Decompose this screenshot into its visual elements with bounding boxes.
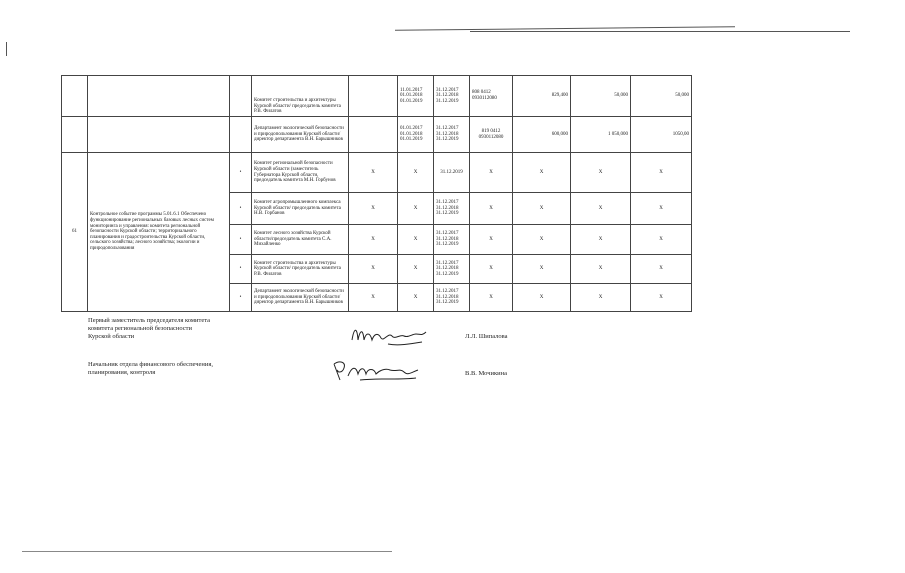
x-cell: X (571, 284, 631, 312)
bullet-mark: • (230, 153, 252, 193)
x-cell: X (571, 153, 631, 193)
bullet-mark: • (230, 225, 252, 255)
x-cell: X (349, 255, 398, 284)
x-cell: X (349, 153, 398, 193)
x-cell: X (513, 284, 571, 312)
mark-cell (230, 76, 252, 117)
x-cell: X (513, 225, 571, 255)
bullet-mark: • (230, 255, 252, 284)
x-cell: X (571, 193, 631, 225)
kbk-cell: 819 0412 0930112080 (470, 117, 513, 153)
handwritten-signature (330, 358, 422, 384)
x-cell: X (349, 193, 398, 225)
executor-cell: Комитет строительства и архитектуры Курской области/ председатель комитета Р.В. Филатов (252, 76, 349, 117)
executor-cell: Департамент экологической безопасности и природопользования Курской области/ директор департамента В.Н. Барышников (252, 284, 349, 312)
x-cell: X (349, 225, 398, 255)
bullet-mark: • (230, 284, 252, 312)
scan-mark-left (6, 42, 7, 56)
bullet-mark: • (230, 193, 252, 225)
x-cell: X (470, 255, 513, 284)
executor-cell: Департамент экологической безопасности и природопользования Курской области/ директор департамента В.Н. Барышников (252, 117, 349, 153)
signatory-name: Л.Л. Шипалова (465, 333, 508, 340)
x-cell: X (349, 284, 398, 312)
empty-cell (349, 76, 398, 117)
end-dates-cell: 31.12.2017 31.12.2018 31.12.2019 (434, 284, 470, 312)
handwritten-signature (348, 322, 430, 348)
executor-cell: Комитет лесного хозяйства Курской области/председатель комитета С.А. Михайленко (252, 225, 349, 255)
end-dates-cell: 31.12.2017 31.12.2018 31.12.2019 (434, 255, 470, 284)
description-cell (88, 76, 230, 117)
value-cell: 829,400 (513, 76, 571, 117)
x-cell: X (513, 255, 571, 284)
scan-line-top-2 (470, 31, 850, 32)
scan-line-bottom (22, 551, 392, 552)
end-dates-cell: 31.12.2019 (434, 153, 470, 193)
start-dates-cell: 01.01.2017 01.01.2018 01.01.2019 (398, 117, 434, 153)
x-cell: X (398, 225, 434, 255)
x-cell: X (571, 225, 631, 255)
x-cell: X (470, 225, 513, 255)
end-dates-cell: 31.12.2017 31.12.2018 31.12.2019 (434, 117, 470, 153)
x-cell: X (571, 255, 631, 284)
x-cell: X (631, 225, 692, 255)
value-cell: 1050,00 (631, 117, 692, 153)
table-row (62, 117, 692, 153)
row-number-cell (62, 117, 88, 153)
event-number-cell: 61 (62, 153, 88, 312)
kbk-cell: 808 0412 0930112080 (470, 76, 513, 117)
x-cell: X (398, 193, 434, 225)
events-table (61, 75, 692, 312)
empty-cell (349, 117, 398, 153)
executor-cell: Комитет строительства и архитектуры Курской области/ председатель комитета Р.В. Филатов (252, 255, 349, 284)
value-cell: 50,000 (631, 76, 692, 117)
x-cell: X (398, 284, 434, 312)
x-cell: X (631, 153, 692, 193)
signatory-title: Начальник отдела финансового обеспечения, планирования, контроля (88, 361, 213, 376)
mark-cell (230, 117, 252, 153)
executor-cell: Комитет агропромышленного комплекса Курской области/ председатель комитета Н.В. Горбанов (252, 193, 349, 225)
x-cell: X (631, 284, 692, 312)
x-cell: X (513, 153, 571, 193)
x-cell: X (398, 153, 434, 193)
start-dates-cell: 11.01.2017 01.01.2018 01.01.2019 (398, 76, 434, 117)
row-number-cell (62, 76, 88, 117)
x-cell: X (631, 193, 692, 225)
x-cell: X (470, 153, 513, 193)
value-cell: 50,000 (571, 76, 631, 117)
signatory-title: Первый заместитель председателя комитета комитета региональной безопасности Курской области (88, 317, 211, 340)
signatory-name: В.В. Мочикина (465, 370, 507, 377)
event-description-cell: Контрольное событие программы 5.01.6.1 Обеспечено функционирование региональных базовых лесных систем мониторинга и управления: комитета региональной безопасности Курской области; территориального планирования и градостроительства Курской области, сельского хозяйства; лесного хозяйства; экологии и природопользования (88, 153, 230, 312)
x-cell: X (470, 193, 513, 225)
table-row (62, 153, 692, 193)
end-dates-cell: 31.12.2017 31.12.2018 31.12.2019 (434, 225, 470, 255)
value-cell: 600,000 (513, 117, 571, 153)
end-dates-cell: 31.12.2017 31.12.2018 31.12.2019 (434, 76, 470, 117)
executor-cell: Комитет региональной безопасности Курской области (заместитель Губернатора Курской области, председатель комитета М.Н. Горбунов (252, 153, 349, 193)
x-cell: X (513, 193, 571, 225)
end-dates-cell: 31.12.2017 31.12.2018 31.12.2019 (434, 193, 470, 225)
table-row (62, 76, 692, 117)
x-cell: X (470, 284, 513, 312)
value-cell: 1 050,000 (571, 117, 631, 153)
x-cell: X (398, 255, 434, 284)
x-cell: X (631, 255, 692, 284)
description-cell (88, 117, 230, 153)
